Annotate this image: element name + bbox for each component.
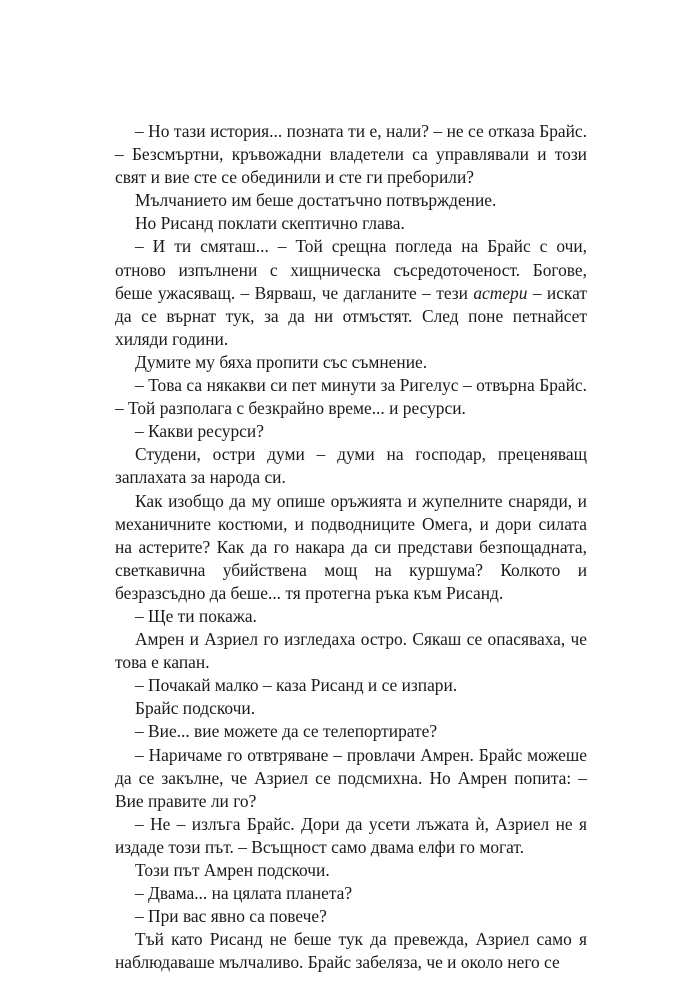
- paragraph: Брайс подскочи.: [135, 698, 256, 719]
- paragraph: [115, 235, 587, 350]
- paragraph: – Почакай малко – каза Рисанд и се изпари.: [135, 675, 458, 696]
- paragraph: – Какви ресурси?: [135, 421, 264, 442]
- paragraph: – Наричаме го отвтряване – провлачи Амрен. Брайс можеше да се закълне, че Азриел се подсмихна. Но Амрен попита: – Вие правите ли го?: [115, 744, 587, 811]
- page-text: [115, 120, 587, 974]
- paragraph: – Ще ти покажа.: [135, 605, 257, 626]
- paragraph-text: – искат да се върнат тук, за да ни отмъстят. След поне петнайсет хиляди години.: [115, 282, 587, 349]
- paragraph: Мълчанието им беше достатъчно потвърждение.: [135, 190, 497, 211]
- paragraph: – Вие... вие можете да се телепортирате?: [135, 721, 438, 742]
- paragraph: Амрен и Азриел го изгледаха остро. Сякаш се опасяваха, че това е капан.: [115, 629, 587, 673]
- paragraph: – Двама... на цялата планета?: [135, 883, 353, 904]
- paragraph: Но Рисанд поклати скептично глава.: [135, 213, 405, 234]
- paragraph: Тъй като Рисанд не беше тук да превежда, Азриел само я наблюдаваше мълчаливо. Брайс забеляза, че и около него се: [115, 929, 587, 973]
- paragraph-text: – И ти смяташ... – Той срещна погледа на Брайс с очи, отново изпълнени с хищническа съсредоточеност. Богове, беше ужасяващ. – Вярваш, че дагланите – тези: [115, 236, 587, 303]
- paragraph: – Не – излъга Брайс. Дори да усети лъжата ѝ, Азриел не я издаде този път. – Всъщност само двама елфи го могат.: [115, 813, 587, 857]
- paragraph: Този път Амрен подскочи.: [135, 860, 330, 880]
- paragraph: – Но тази история... позната ти е, нали? – не се отказа Брайс. – Безсмъртни, кръвожадни владетели са управлявали и този свят и вие сте се обединили и сте ги преборили?: [115, 121, 587, 188]
- paragraph: Студени, остри думи – думи на господар, преценяващ заплахата за народа си.: [115, 444, 587, 488]
- paragraph: – При вас явно са повече?: [135, 906, 327, 927]
- paragraph: Думите му бяха пропити със съмнение.: [135, 351, 428, 372]
- paragraph: Как изобщо да му опише оръжията и жупелните снаряди, и механичните костюми, и подводниците Омега, и дори силата на астерите? Как да го накара да си представи безпощадната, светкавична убийствена мощ на куршума? Колкото и безразсъдно да беше... тя протегна ръка към Рисанд.: [115, 490, 587, 603]
- emphasized-word: астери: [473, 282, 528, 303]
- paragraph: – Това са някакви си пет минути за Ригелус – отвърна Брайс. – Той разполага с безкрайно време... и ресурси.: [115, 375, 587, 419]
